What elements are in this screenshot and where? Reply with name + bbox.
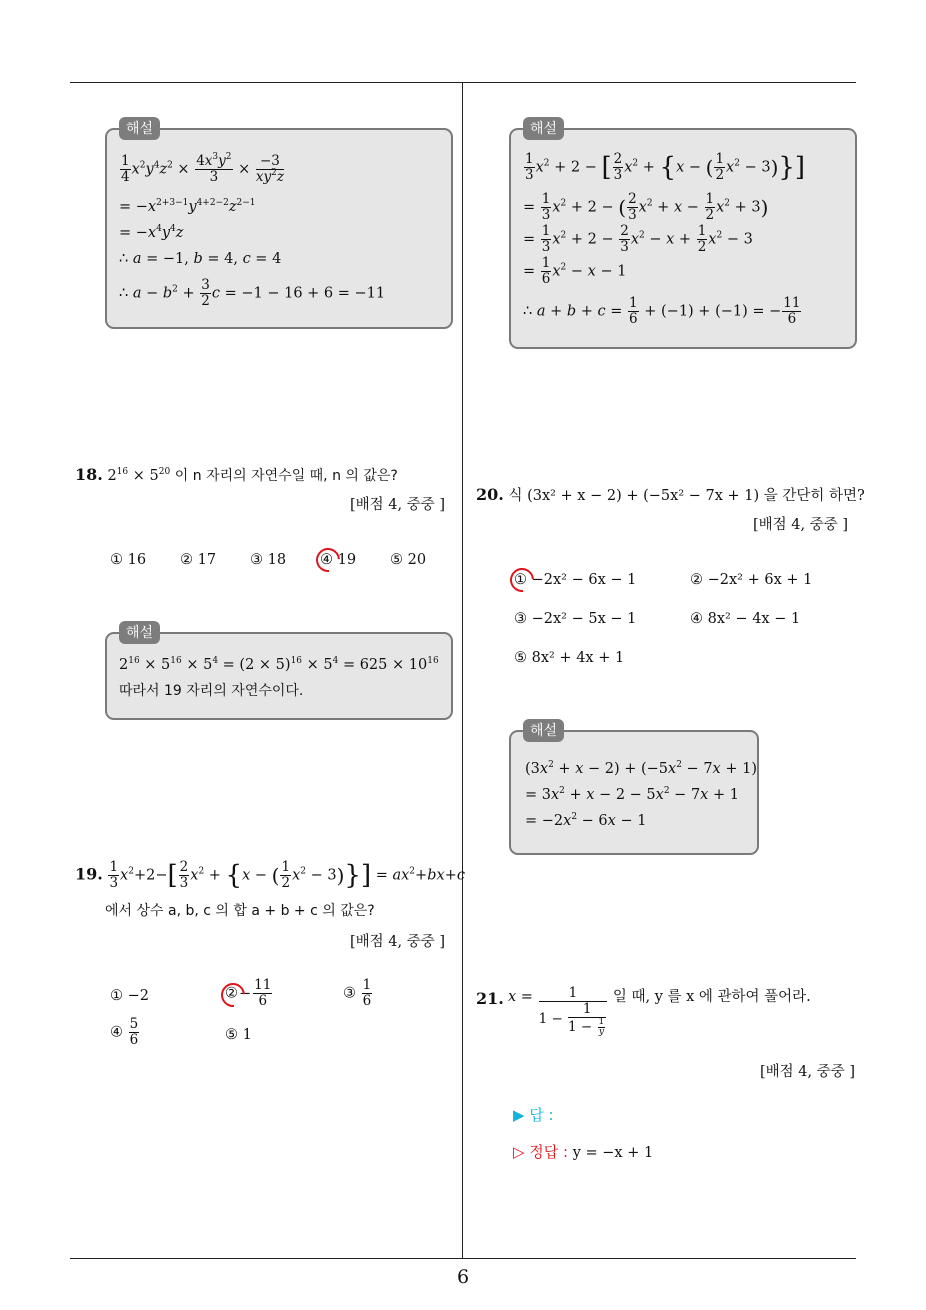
q18-answer-mark (311, 543, 345, 577)
q20-stem-text: 식 (3x² + x − 2) + (−5x² − 7x + 1) 을 간단히 하면? (508, 488, 865, 504)
q20-answer-mark (505, 563, 539, 597)
explain18-line2: 따라서 19 자리의 자연수이다. (119, 683, 304, 699)
top-rule (70, 82, 856, 83)
q20-rating: [배점 4, 중중 ] (753, 517, 849, 533)
explain17-line4: ∴ a = −1, b = 4, c = 4 (119, 251, 282, 267)
explain20-line3: = $-2x^2 - 6x - 1$ (525, 812, 647, 829)
q19-choice-3-marker: ③ (343, 985, 356, 1002)
q18-choice-4[interactable]: ④ 19 (320, 552, 357, 568)
q19-choice-2[interactable]: ②− $\frac{11}{6}$ (225, 977, 272, 1009)
explain19-line3: = $\frac{1}{3}$ $x^2 + 2$ − $\frac{2}{3}$ $x^2 - x$ + $\frac{1}{2}$ $x^2 - 3$ (523, 223, 753, 255)
q21-stem: x = 1 1 − 1 1 − $\frac{1}{y}$ 일 때, y 를 x 에 관하여 풀어라. (508, 985, 811, 1037)
bottom-rule (70, 1258, 856, 1259)
explanation-box-19 (509, 128, 857, 349)
explanation-tag: 해설 (119, 621, 160, 644)
explanation-box-20 (509, 730, 759, 855)
q21-correct-answer (513, 1143, 653, 1162)
q19-rating: [배점 4, 중중 ] (350, 934, 446, 950)
explain17-line3: = $-x^4y^4z$ (119, 224, 184, 241)
q19-choice-4-marker: ④ (110, 1024, 123, 1041)
q19-choice-3[interactable]: ③ $\frac{1}{6}$ (343, 977, 372, 1009)
q18-rating: [배점 4, 중중 ] (350, 497, 446, 513)
q19-choice-5[interactable]: ⑤ 1 (225, 1027, 252, 1043)
q20-stem (476, 486, 865, 505)
explain19-line4: = $\frac{1}{6}$ $x^2 - x - 1$ (523, 255, 627, 287)
q19-choice-1[interactable]: ① −2 (110, 988, 149, 1004)
explain17-line1: $\frac{1}{4}$ $x^2y^4z^2$ × $\frac{4x^3y^2}{3}$ × $\frac{-3}{xy^2z}$ (121, 152, 285, 185)
q18-choice-5[interactable]: ⑤ 20 (390, 552, 427, 568)
q18-choice-3[interactable]: ③ 18 (250, 552, 287, 568)
q21-number: 21. (476, 989, 504, 1008)
explain18-line1: $2^{16} \times 5^{16} \times 5^4 = (2 \times 5)^{16} \times 5^4 = 625 \times 10^{16}$ (119, 656, 439, 673)
page-number: 6 (456, 1266, 470, 1288)
explanation-box-18 (105, 632, 453, 720)
column-divider (462, 83, 463, 1259)
explain20-line2: = $3x^2 + x - 2 - 5x^2 - 7x + 1$ (525, 786, 739, 803)
explain19-line1: $\frac{1}{3}$ $x^2 + 2$ − [ $\frac{2}{3}$ $x^2 + \{x$ − ( $\frac{1}{2}$ $x^2 - 3$)}] (525, 151, 806, 183)
q20-number: 20. (476, 485, 504, 504)
explain17-line5: ∴ $a - b^2$ + $\frac{3}{2}$ c = −1 − 16 + 6 = −11 (119, 277, 386, 309)
q18-choice-2[interactable]: ② 17 (180, 552, 217, 568)
q18-stem: 18. $2^{16} \times 5^{20}$ 이 n 자리의 자연수일 때, n 의 값은? (75, 465, 398, 484)
q21-answer-label: ▶ 답 : (513, 1106, 554, 1124)
explanation-tag: 해설 (523, 117, 564, 140)
q19-number: 19. (75, 864, 103, 884)
q19-choice-4[interactable]: ④ $\frac{5}{6}$ (110, 1016, 139, 1048)
explanation-box-17 (105, 128, 453, 329)
q20-choice-1[interactable]: ① −2x² − 6x − 1 (514, 572, 637, 588)
q21-correct-value: y = −x + 1 (572, 1145, 654, 1161)
q21-correct-label: ▷ 정답 : (513, 1143, 569, 1161)
q19-choice-2-marker: ② (225, 985, 238, 1002)
q21-number-wrap (476, 990, 504, 1009)
q20-choice-4[interactable]: ④ 8x² − 4x − 1 (690, 611, 801, 627)
explain20-line1: $(3x^2 + x - 2) + (-5x^2 - 7x + 1)$ (525, 760, 757, 777)
q18-choice-1[interactable]: ① 16 (110, 552, 147, 568)
explain19-line5: ∴ a + b + c = $\frac{1}{6}$ + (−1) + (−1) = − $\frac{11}{6}$ (523, 295, 801, 327)
explain19-line2: = $\frac{1}{3}$ $x^2 + 2$ − ( $\frac{2}{3}$ $x^2 + x$ − $\frac{1}{2}$ $x^2 + 3$) (523, 191, 769, 223)
explain17-line2: = $-x^{2+3-1}y^{4+2-2}z^{2-1}$ (119, 198, 256, 215)
q21-rating: [배점 4, 중중 ] (760, 1064, 856, 1080)
q18-stem-text: 이 n 자리의 자연수일 때, n 의 값은? (174, 468, 398, 484)
q19-stem-line1: 19. $\frac{1}{3}$ $x^2+2-$[ $\frac{2}{3}$ $x^2 + \{x$ − ( $\frac{1}{2}$ $x^2 - 3)\}] = ax^2+bx+c$ (75, 859, 465, 891)
q18-number: 18. (75, 465, 103, 484)
explanation-tag: 해설 (523, 719, 564, 742)
q20-choice-2[interactable]: ② −2x² + 6x + 1 (690, 572, 813, 588)
q19-stem-line2: 에서 상수 a, b, c 의 합 a + b + c 의 값은? (105, 903, 375, 919)
explanation-tag: 해설 (119, 117, 160, 140)
q21-stem-text: 일 때, y 를 x 에 관하여 풀어라. (612, 989, 811, 1005)
q20-choice-3[interactable]: ③ −2x² − 5x − 1 (514, 611, 637, 627)
q20-choice-5[interactable]: ⑤ 8x² + 4x + 1 (514, 650, 625, 666)
